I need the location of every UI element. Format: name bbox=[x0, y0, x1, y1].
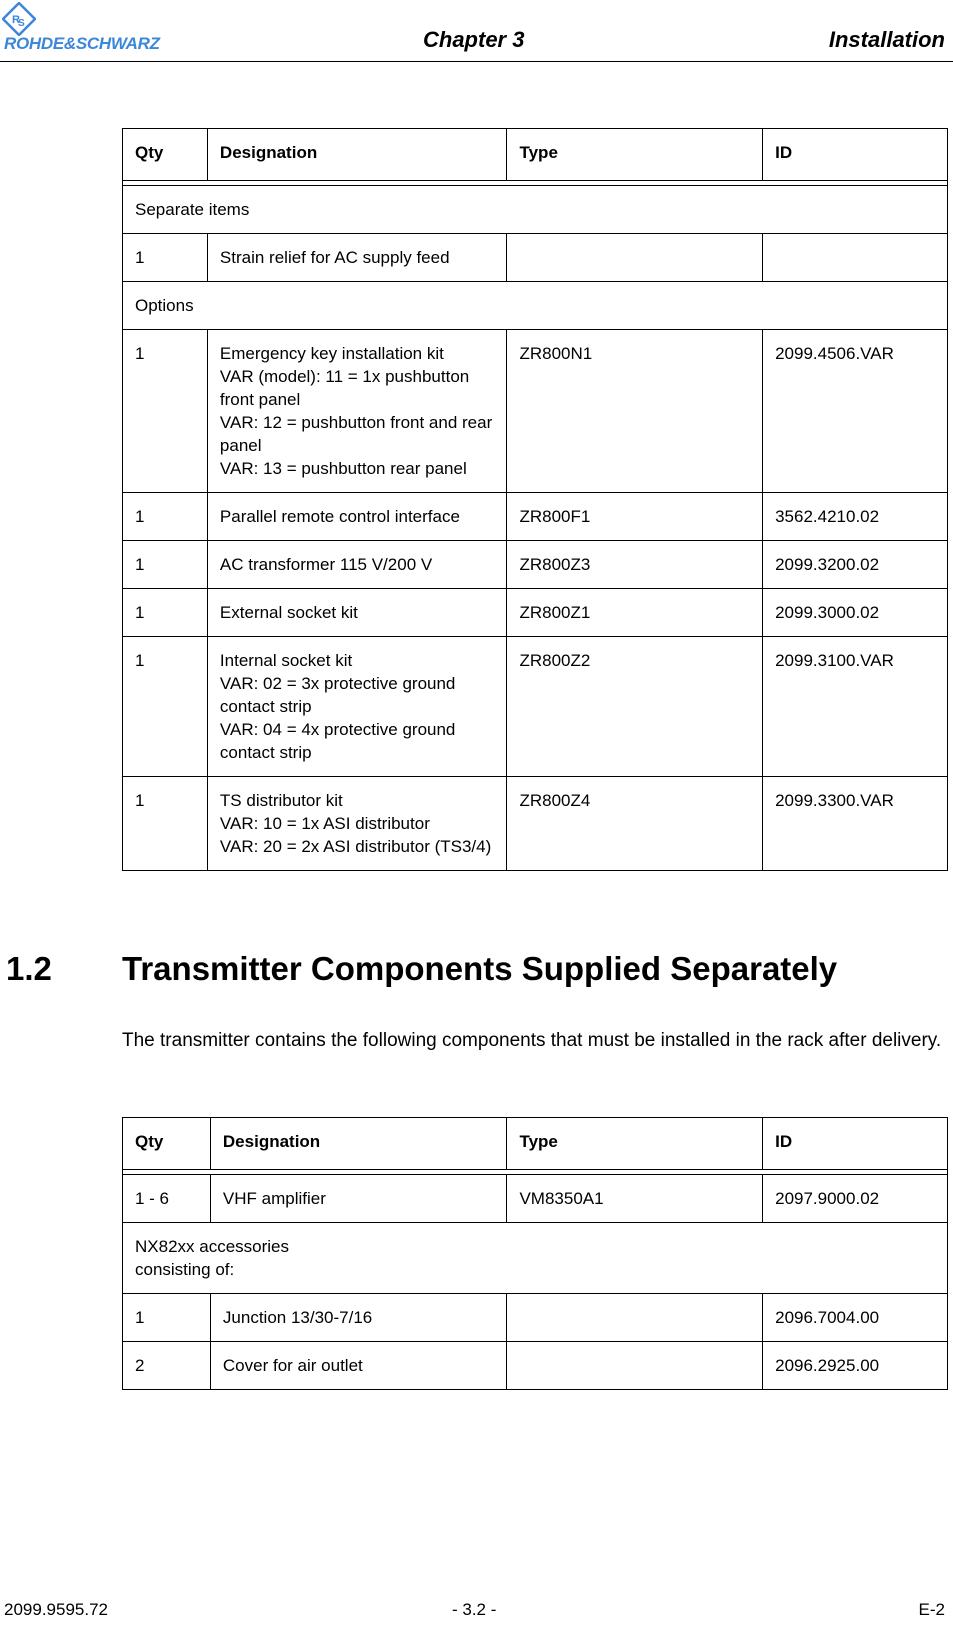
logo-wordmark: ROHDE&SCHWARZ bbox=[4, 34, 160, 53]
cell-id: 2099.3200.02 bbox=[763, 541, 948, 589]
cell-qty: 1 bbox=[123, 1294, 211, 1342]
cell-id: 2099.3000.02 bbox=[763, 589, 948, 637]
cell-id: 2099.4506.VAR bbox=[763, 330, 948, 493]
cell-qty: 1 bbox=[123, 330, 208, 493]
cell-id: 2099.3100.VAR bbox=[763, 637, 948, 777]
rs-diamond-icon bbox=[2, 2, 36, 36]
rohde-schwarz-logo bbox=[2, 2, 232, 52]
cell-id: 3562.4210.02 bbox=[763, 493, 948, 541]
cell-id: 2096.7004.00 bbox=[763, 1294, 948, 1342]
cell-type: VM8350A1 bbox=[507, 1175, 763, 1223]
section-title: Transmitter Components Supplied Separately bbox=[122, 950, 838, 987]
cell-id: 2099.3300.VAR bbox=[763, 777, 948, 871]
page-header bbox=[0, 0, 953, 62]
section-heading bbox=[6, 950, 837, 988]
page-number: - 3.2 - bbox=[452, 1600, 497, 1619]
cell-qty: 1 bbox=[123, 637, 208, 777]
separate-components-table bbox=[122, 1117, 948, 1390]
group-label: Separate items bbox=[123, 186, 948, 234]
cell-type: ZR800Z4 bbox=[507, 777, 763, 871]
table-row bbox=[123, 1294, 948, 1342]
table-row bbox=[123, 777, 948, 871]
cell-designation: TS distributor kit VAR: 10 = 1x ASI distributor VAR: 20 = 2x ASI distributor (TS3/4) bbox=[207, 777, 507, 871]
table-row bbox=[123, 493, 948, 541]
column-header-qty: Qty bbox=[123, 1118, 211, 1170]
intro-paragraph: The transmitter contains the following components that must be installed in the rack after delivery. bbox=[122, 1030, 942, 1051]
table-row bbox=[123, 1223, 948, 1294]
column-header-type: Type bbox=[507, 129, 763, 181]
cell-qty: 1 bbox=[123, 541, 208, 589]
cell-designation: AC transformer 115 V/200 V bbox=[207, 541, 507, 589]
column-header-id: ID bbox=[763, 1118, 948, 1170]
column-header-id: ID bbox=[763, 129, 948, 181]
table-row bbox=[123, 589, 948, 637]
cell-designation: Junction 13/30-7/16 bbox=[210, 1294, 507, 1342]
table-row bbox=[123, 186, 948, 234]
table-row bbox=[123, 282, 948, 330]
svg-text:R: R bbox=[12, 14, 20, 26]
column-header-type: Type bbox=[507, 1118, 763, 1170]
column-header-qty: Qty bbox=[123, 129, 208, 181]
cell-id: 2096.2925.00 bbox=[763, 1342, 948, 1390]
cell-qty: 1 - 6 bbox=[123, 1175, 211, 1223]
cell-qty: 1 bbox=[123, 589, 208, 637]
cell-designation: External socket kit bbox=[207, 589, 507, 637]
group-label: NX82xx accessories consisting of: bbox=[123, 1223, 948, 1294]
header-divider bbox=[0, 61, 953, 62]
cell-qty: 1 bbox=[123, 777, 208, 871]
table-row bbox=[123, 637, 948, 777]
cell-designation: Cover for air outlet bbox=[210, 1342, 507, 1390]
table-row bbox=[123, 1342, 948, 1390]
table-row bbox=[123, 234, 948, 282]
cell-id: 2097.9000.02 bbox=[763, 1175, 948, 1223]
section-name: Installation bbox=[828, 27, 945, 52]
cell-type: ZR800Z3 bbox=[507, 541, 763, 589]
cell-designation: Parallel remote control interface bbox=[207, 493, 507, 541]
cell-type: ZR800Z2 bbox=[507, 637, 763, 777]
column-header-designation: Designation bbox=[210, 1118, 507, 1170]
cell-qty: 1 bbox=[123, 493, 208, 541]
section-number: 1.2 bbox=[6, 950, 52, 987]
table-row bbox=[123, 541, 948, 589]
chapter-title: Chapter 3 bbox=[423, 27, 525, 52]
cell-qty: 1 bbox=[123, 234, 208, 282]
cell-designation: Emergency key installation kit VAR (model): 11 = 1x pushbutton front panel VAR: 12 = pushbutton front and rear panel VAR: 13 = pushbutton rear panel bbox=[207, 330, 507, 493]
scope-of-delivery-table bbox=[122, 128, 948, 871]
doc-number: 2099.9595.72 bbox=[4, 1600, 108, 1619]
cell-type bbox=[507, 234, 763, 282]
cell-id bbox=[763, 234, 948, 282]
cell-type bbox=[507, 1294, 763, 1342]
group-label: Options bbox=[123, 282, 948, 330]
cell-designation: Internal socket kit VAR: 02 = 3x protective ground contact strip VAR: 04 = 4x protective ground contact strip bbox=[207, 637, 507, 777]
cell-type: ZR800N1 bbox=[507, 330, 763, 493]
edition: E-2 bbox=[918, 1600, 945, 1619]
cell-designation: Strain relief for AC supply feed bbox=[207, 234, 507, 282]
table-header-row bbox=[123, 129, 948, 181]
cell-type bbox=[507, 1342, 763, 1390]
table-row bbox=[123, 330, 948, 493]
table-header-row bbox=[123, 1118, 948, 1170]
cell-type: ZR800Z1 bbox=[507, 589, 763, 637]
cell-qty: 2 bbox=[123, 1342, 211, 1390]
column-header-designation: Designation bbox=[207, 129, 507, 181]
svg-text:S: S bbox=[18, 18, 25, 29]
cell-designation: VHF amplifier bbox=[210, 1175, 507, 1223]
table-row bbox=[123, 1175, 948, 1223]
cell-type: ZR800F1 bbox=[507, 493, 763, 541]
